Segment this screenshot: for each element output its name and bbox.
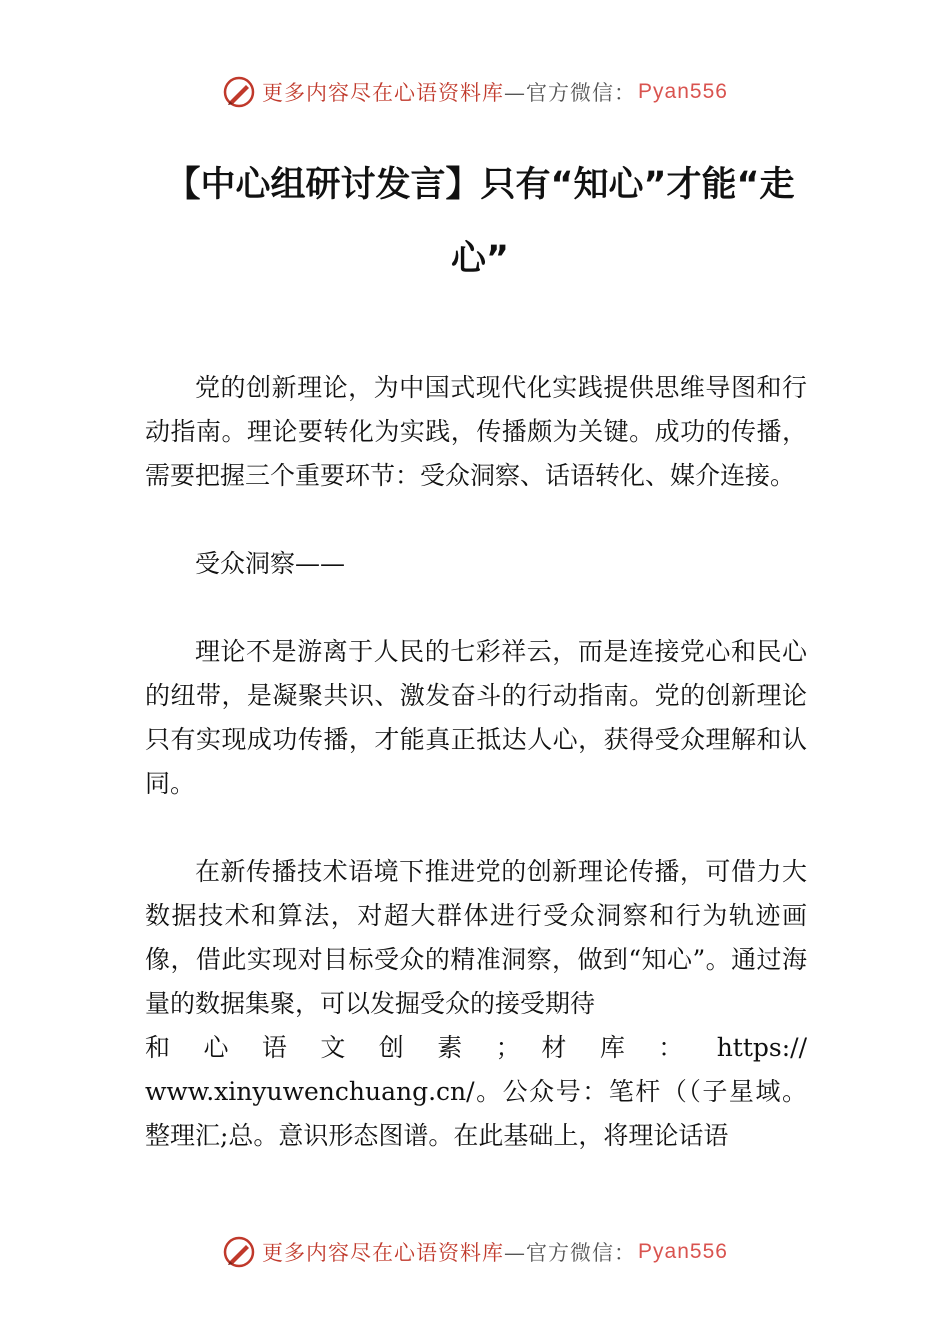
paragraph-4: 在新传播技术语境下推进党的创新理论传播，可借力大数据技术和算法，对超大群体进行受众洞察和行为轨迹画像，借此实现对目标受众的精准洞察，做到“知心”。通过海量的数据集聚，可以发掘受众的接受期待 [145,857,807,1018]
banner-red-text: 更多内容尽在心语资料库 [262,81,505,105]
banner-wechat-id: Pyan556 [638,1240,728,1263]
paragraph-2: 受众洞察—— [195,549,346,578]
paragraph-1: 党的创新理论，为中国式现代化实践提供思维导图和行动指南。理论要转化为实践，传播颇为关键。成功的传播，需要把握三个重要环节：受众洞察、话语转化、媒介连接。 [145,373,807,490]
banner-dark-text: —官方微信： [504,81,637,105]
header-banner [0,70,950,114]
footer-banner [0,1230,950,1274]
paragraph-4-spread-line: 和 心 语 文 创 素 ； 材 库 ： https:// [145,1033,807,1062]
pen-logo-icon [222,75,256,109]
document-body [145,366,807,1158]
banner-red-text: 更多内容尽在心语资料库 [262,1241,505,1265]
banner-wechat-id: Pyan556 [638,80,728,103]
paragraph-3: 理论不是游离于人民的七彩祥云，而是连接党心和民心的纽带，是凝聚共识、激发奋斗的行动指南。党的创新理论只有实现成功传播，才能真正抵达人心，获得受众理解和认同。 [145,637,807,798]
page-title: 【中心组研讨发言】只有“知心”才能“走心” [165,165,795,279]
banner-dark-text: —官方微信： [504,1241,637,1265]
pen-logo-icon [222,1235,256,1269]
paragraph-4-tail: www.xinyuwenchuang.cn/。公众号：笔杆（（子星域。整理汇;总。意识形态图谱。在此基础上，将理论话语 [145,1077,807,1150]
